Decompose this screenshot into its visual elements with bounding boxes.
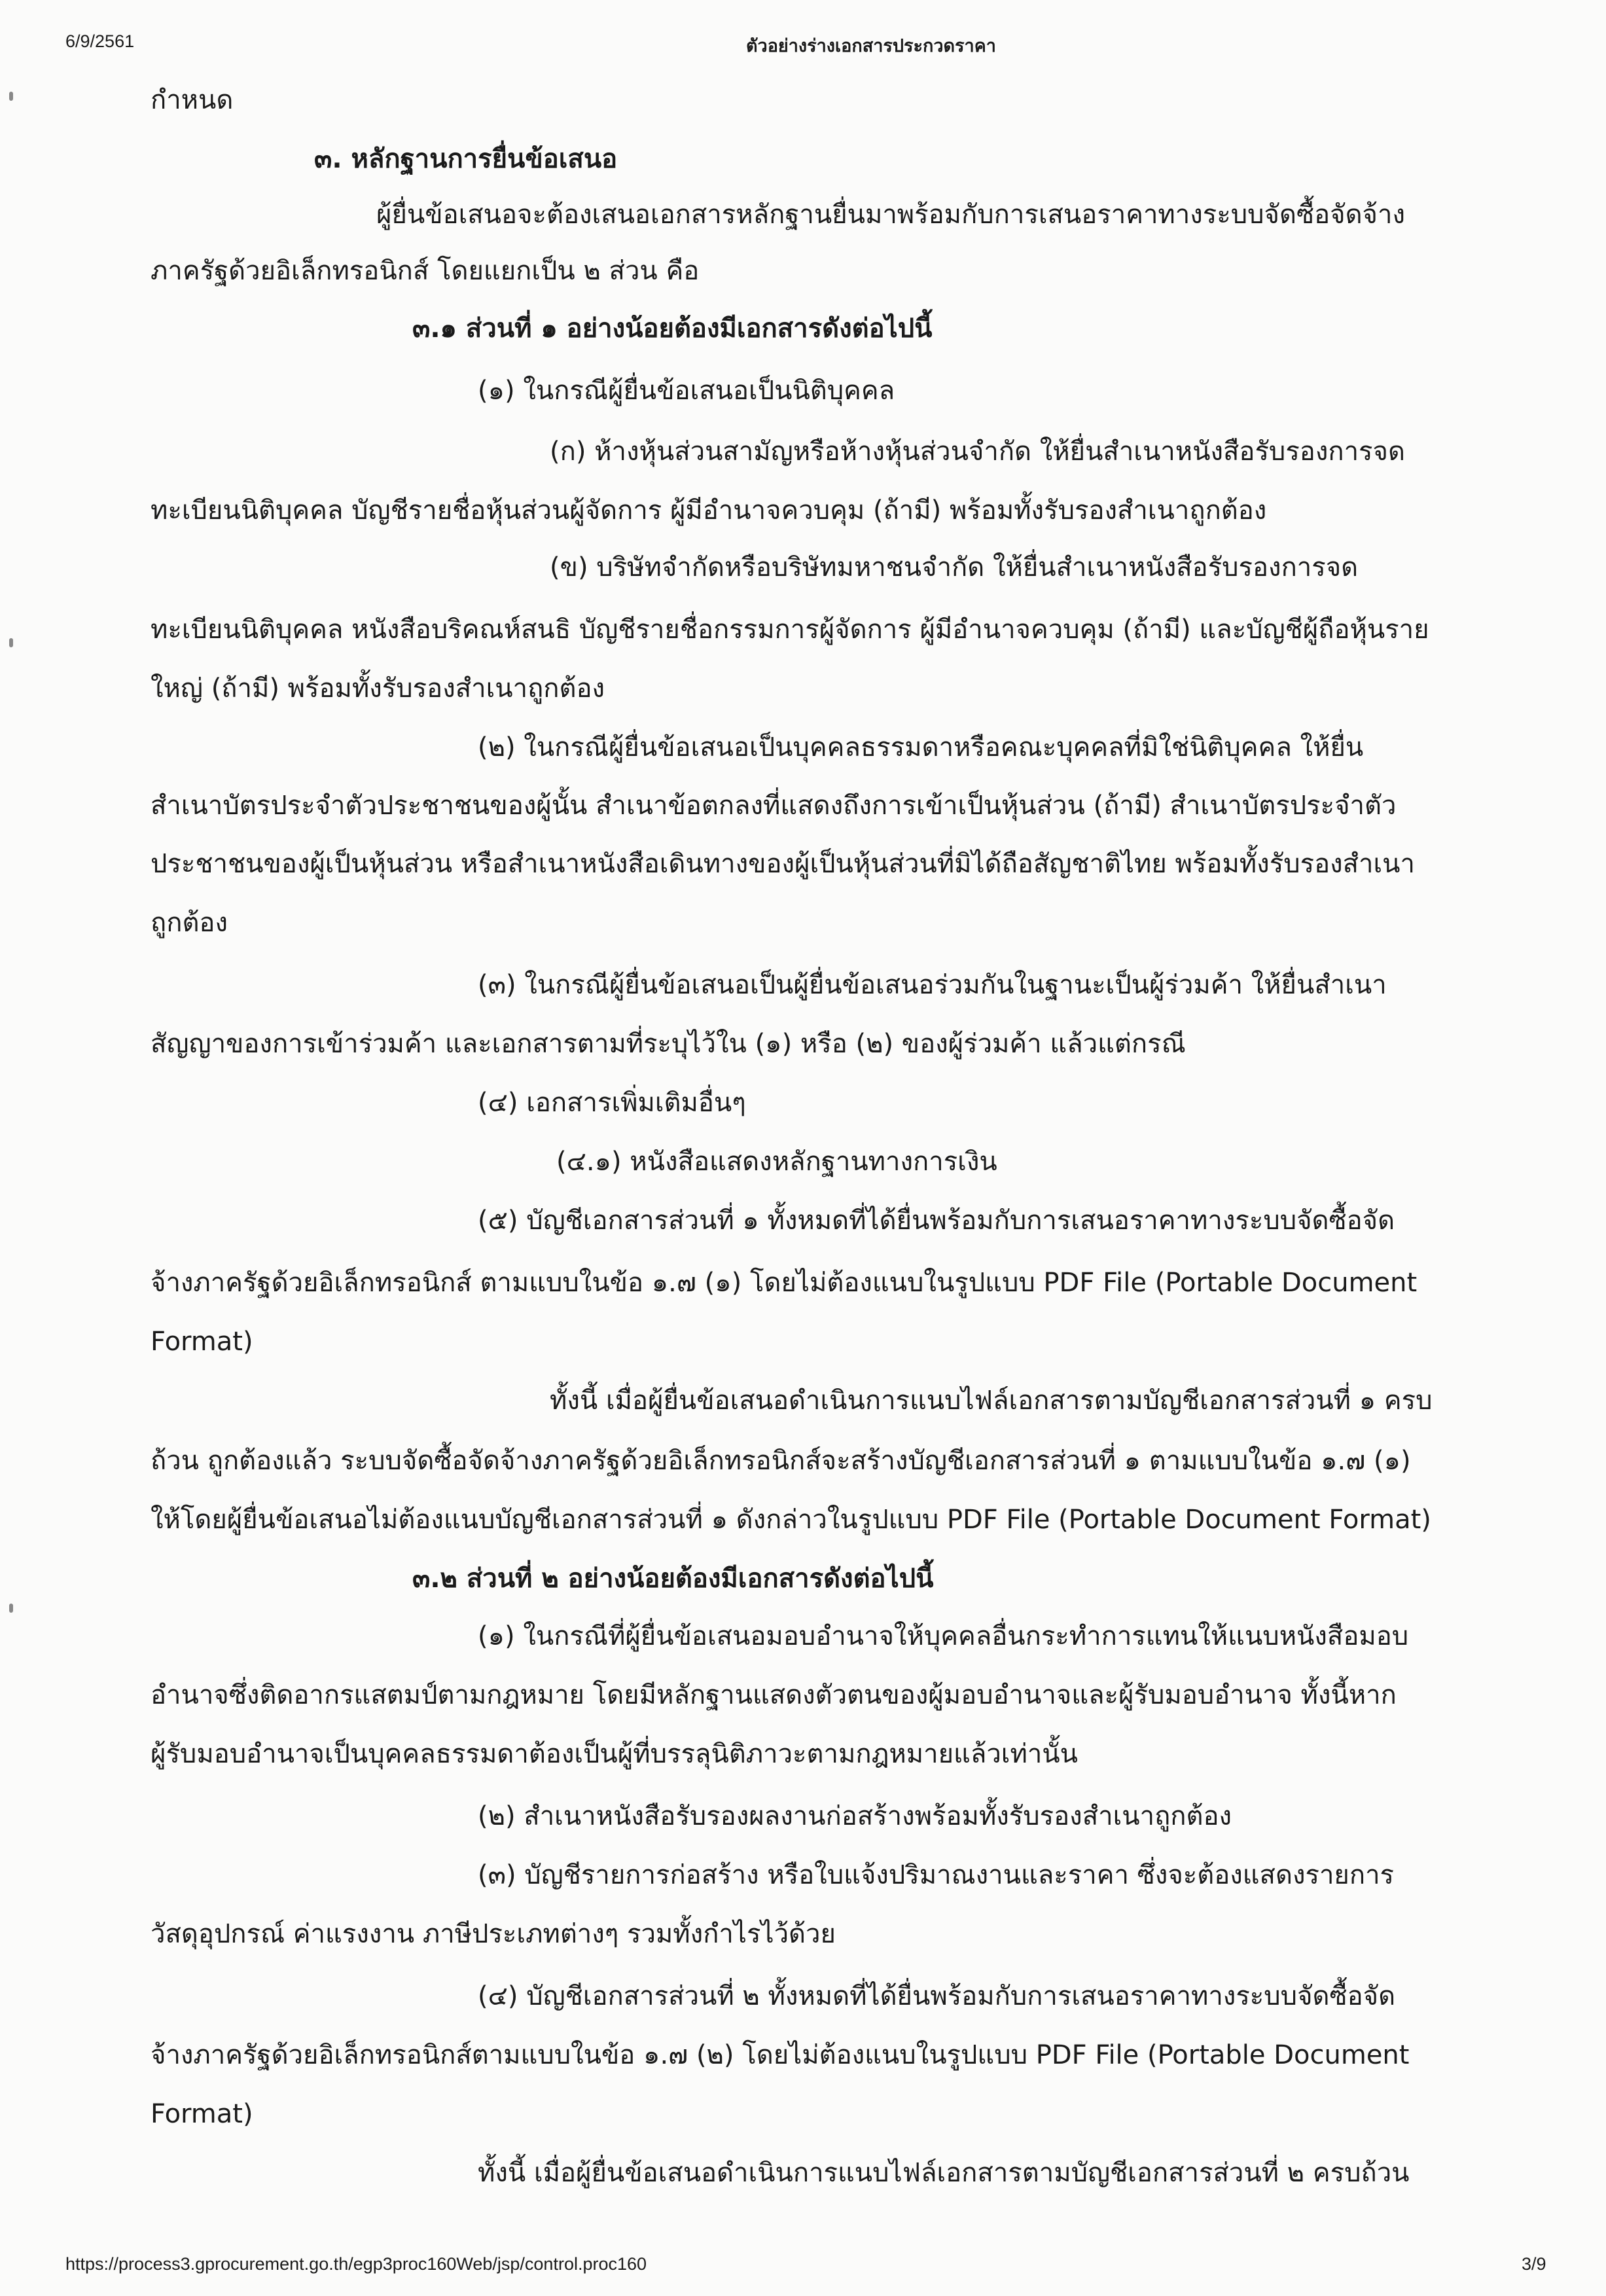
list-item: (๓) ในกรณีผู้ยื่นข้อเสนอเป็นผู้ยื่นข้อเสนอร่วมกันในฐานะเป็นผู้ร่วมค้า ให้ยื่นสำเนา xyxy=(478,970,1387,1000)
document-title: ตัวอย่างร่างเอกสารประกวดราคา xyxy=(746,36,996,56)
page-header xyxy=(0,31,1606,58)
text-line: ทะเบียนนิติบุคคล บัญชีรายชื่อหุ้นส่วนผู้จัดการ ผู้มีอำนาจควบคุม (ถ้ามี) พร้อมทั้งรับรองสำเนาถูกต้อง xyxy=(151,495,1267,526)
section-heading: ๓. หลักฐานการยื่นข้อเสนอ xyxy=(314,144,618,174)
text-line: ให้โดยผู้ยื่นข้อเสนอไม่ต้องแนบบัญชีเอกสารส่วนที่ ๑ ดังกล่าวในรูปแบบ PDF File (Portable Document Format) xyxy=(151,1505,1431,1535)
scan-mark xyxy=(9,638,13,647)
text-line: Format) xyxy=(151,1327,253,1357)
subsection-heading: ๓.๑ ส่วนที่ ๑ อย่างน้อยต้องมีเอกสารดังต่อไปนี้ xyxy=(412,314,933,344)
text-line: วัสดุอุปกรณ์ ค่าแรงงาน ภาษีประเภทต่างๆ รวมทั้งกำไรไว้ด้วย xyxy=(151,1919,836,1949)
subsection-heading: ๓.๒ ส่วนที่ ๒ อย่างน้อยต้องมีเอกสารดังต่อไปนี้ xyxy=(412,1564,934,1594)
text-line: จ้างภาครัฐด้วยอิเล็กทรอนิกส์ ตามแบบในข้อ ๑.๗ (๑) โดยไม่ต้องแนบในรูปแบบ PDF File (Portable Document xyxy=(151,1268,1418,1298)
text-line: Format) xyxy=(151,2099,253,2129)
list-item: (ข) บริษัทจำกัดหรือบริษัทมหาชนจำกัด ให้ยื่นสำเนาหนังสือรับรองการจด xyxy=(550,552,1359,583)
text-line: ทะเบียนนิติบุคคล หนังสือบริคณห์สนธิ บัญชีรายชื่อกรรมการผู้จัดการ ผู้มีอำนาจควบคุม (ถ้ามี) และบัญชีผู้ถือหุ้นราย xyxy=(151,615,1429,645)
text-line: ใหญ่ (ถ้ามี) พร้อมทั้งรับรองสำเนาถูกต้อง xyxy=(151,673,605,704)
print-date: 6/9/2561 xyxy=(65,31,135,51)
page-footer xyxy=(0,2254,1606,2280)
scan-mark xyxy=(9,1604,13,1613)
text-line: สำเนาบัตรประจำตัวประชาชนของผู้นั้น สำเนาข้อตกลงที่แสดงถึงการเข้าเป็นหุ้นส่วน (ถ้ามี) สำเนาบัตรประจำตัว xyxy=(151,791,1397,821)
text-line: ผู้ยื่นข้อเสนอจะต้องเสนอเอกสารหลักฐานยื่นมาพร้อมกับการเสนอราคาทางระบบจัดซื้อจัดจ้าง xyxy=(376,200,1405,230)
list-item: (๒) ในกรณีผู้ยื่นข้อเสนอเป็นบุคคลธรรมดาหรือคณะบุคคลที่มิใช่นิติบุคคล ให้ยื่น xyxy=(478,732,1364,762)
list-item: (๕) บัญชีเอกสารส่วนที่ ๑ ทั้งหมดที่ได้ยื่นพร้อมกับการเสนอราคาทางระบบจัดซื้อจัด xyxy=(478,1206,1395,1236)
list-item: (ก) ห้างหุ้นส่วนสามัญหรือห้างหุ้นส่วนจำกัด ให้ยื่นสำเนาหนังสือรับรองการจด xyxy=(550,437,1405,467)
text-line: กำหนด xyxy=(151,85,234,115)
text-line: ทั้งนี้ เมื่อผู้ยื่นข้อเสนอดำเนินการแนบไฟล์เอกสารตามบัญชีเอกสารส่วนที่ ๒ ครบถ้วน xyxy=(478,2158,1410,2188)
text-line: ถูกต้อง xyxy=(151,908,228,938)
list-item: (๔.๑) หนังสือแสดงหลักฐานทางการเงิน xyxy=(556,1147,997,1177)
text-line: ผู้รับมอบอำนาจเป็นบุคคลธรรมดาต้องเป็นผู้ที่บรรลุนิติภาวะตามกฎหมายแล้วเท่านั้น xyxy=(151,1739,1078,1769)
list-item: (๑) ในกรณีผู้ยื่นข้อเสนอเป็นนิติบุคคล xyxy=(478,376,895,406)
text-line: ภาครัฐด้วยอิเล็กทรอนิกส์ โดยแยกเป็น ๒ ส่วน คือ xyxy=(151,256,700,286)
list-item: (๑) ในกรณีที่ผู้ยื่นข้อเสนอมอบอำนาจให้บุคคลอื่นกระทำการแทนให้แนบหนังสือมอบ xyxy=(478,1621,1409,1651)
list-item: (๔) บัญชีเอกสารส่วนที่ ๒ ทั้งหมดที่ได้ยื่นพร้อมกับการเสนอราคาทางระบบจัดซื้อจัด xyxy=(478,1981,1396,2011)
text-line: จ้างภาครัฐด้วยอิเล็กทรอนิกส์ตามแบบในข้อ ๑.๗ (๒) โดยไม่ต้องแนบในรูปแบบ PDF File (Portable Document xyxy=(151,2040,1410,2070)
text-line: ถ้วน ถูกต้องแล้ว ระบบจัดซื้อจัดจ้างภาครัฐด้วยอิเล็กทรอนิกส์จะสร้างบัญชีเอกสารส่วนที่ ๑ ตามแบบในข้อ ๑.๗ (๑) xyxy=(151,1446,1411,1476)
scan-mark xyxy=(9,92,13,101)
text-line: ประชาชนของผู้เป็นหุ้นส่วน หรือสำเนาหนังสือเดินทางของผู้เป็นหุ้นส่วนที่มิได้ถือสัญชาติไทย พร้อมทั้งรับรองสำเนา xyxy=(151,849,1415,879)
text-line: สัญญาของการเข้าร่วมค้า และเอกสารตามที่ระบุไว้ใน (๑) หรือ (๒) ของผู้ร่วมค้า แล้วแต่กรณี xyxy=(151,1029,1186,1059)
source-url: https://process3.gprocurement.go.th/egp3proc160Web/jsp/control.proc160 xyxy=(65,2254,647,2274)
text-line: ทั้งนี้ เมื่อผู้ยื่นข้อเสนอดำเนินการแนบไฟล์เอกสารตามบัญชีเอกสารส่วนที่ ๑ ครบ xyxy=(550,1386,1433,1416)
text-line: อำนาจซึ่งติดอากรแสตมป์ตามกฎหมาย โดยมีหลักฐานแสดงตัวตนของผู้มอบอำนาจและผู้รับมอบอำนาจ ทั้งนี้หาก xyxy=(151,1680,1397,1710)
list-item: (๓) บัญชีรายการก่อสร้าง หรือใบแจ้งปริมาณงานและราคา ซึ่งจะต้องแสดงรายการ xyxy=(478,1860,1395,1890)
list-item: (๔) เอกสารเพิ่มเติมอื่นๆ xyxy=(478,1088,746,1118)
list-item: (๒) สำเนาหนังสือรับรองผลงานก่อสร้างพร้อมทั้งรับรองสำเนาถูกต้อง xyxy=(478,1801,1232,1831)
page-number: 3/9 xyxy=(1522,2254,1546,2274)
